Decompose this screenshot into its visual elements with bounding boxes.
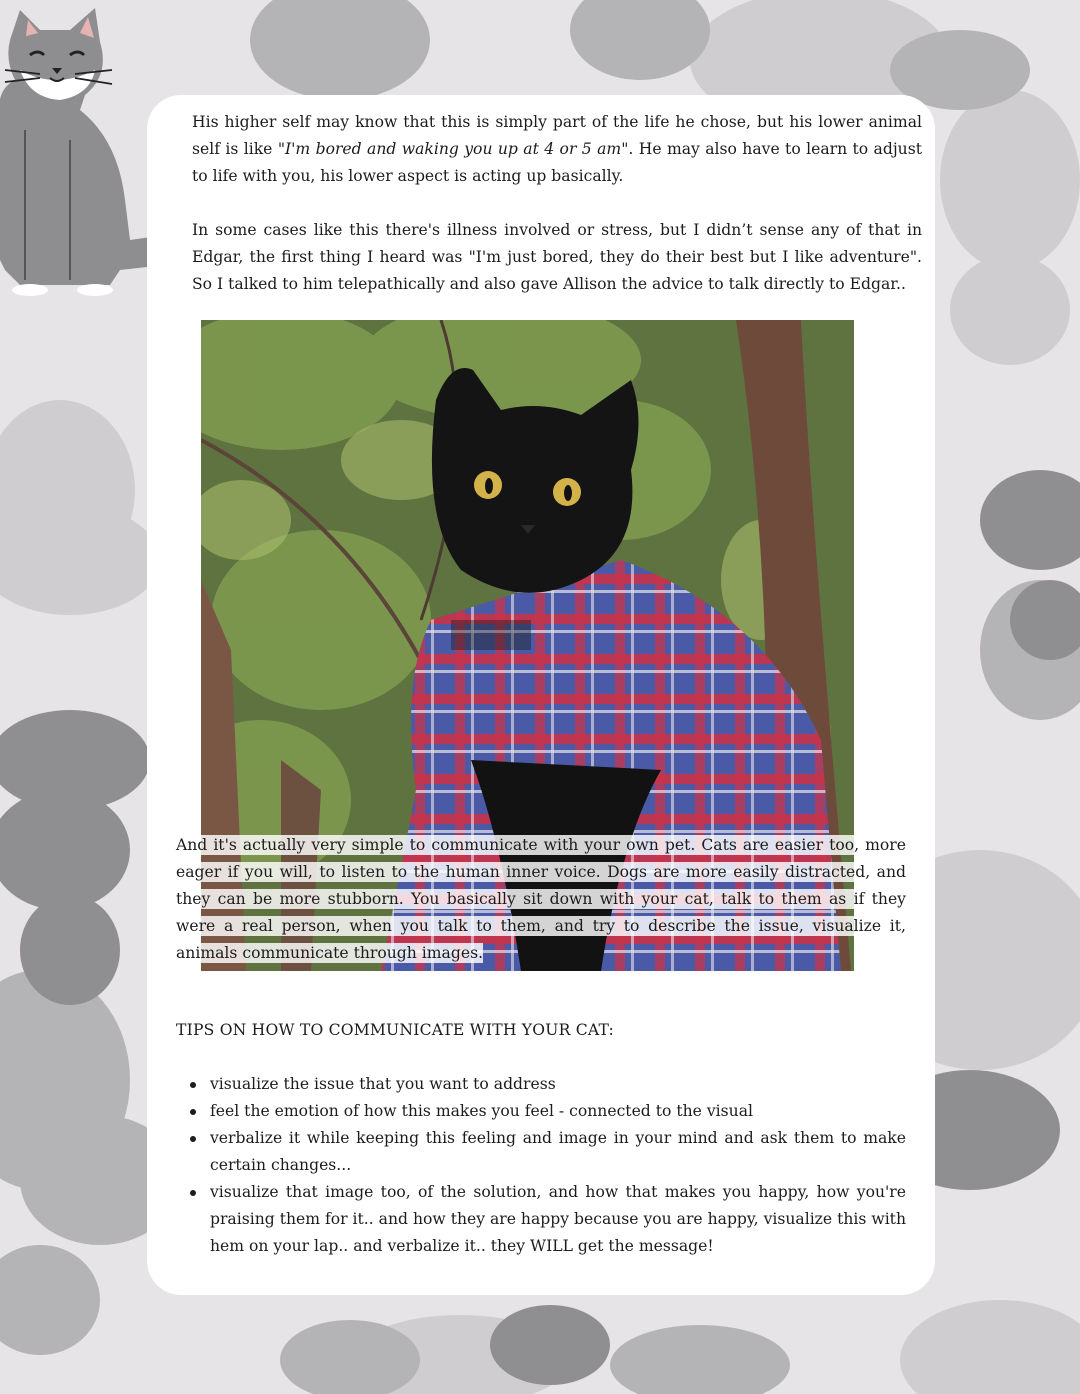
bullet-dot-icon [190, 1190, 196, 1196]
paragraph-edgar: In some cases like this there's illness involved or stress, but I didn’t sense any of that in Edgar, the first thing I heard was "I'm just bored, they do their best but I like adventure". So I talked to him telepathically and also gave Allison the advice to talk directly to Edgar.. [192, 221, 922, 293]
list-item: verbalize it while keeping this feeling and image in your mind and ask them to make certain changes... [210, 1125, 906, 1179]
bullet-dot-icon [190, 1136, 196, 1142]
quote-bored: "I'm bored and waking you up at 4 or 5 am" [277, 140, 629, 158]
list-item: visualize the issue that you want to address [210, 1071, 906, 1098]
list-item: feel the emotion of how this makes you feel - connected to the visual [210, 1098, 906, 1125]
paragraph-communicate: And it's actually very simple to communicate with your own pet. Cats are easier too, more eager if you will, to listen to the human inner voice. Dogs are more easily distracted, and they can be more stubborn. You basically sit down with your cat, talk to them as if they were a real person, when you talk to them, and try to describe the issue, visualize it, animals communicate through images. [176, 836, 906, 962]
cartoon-cat-icon [0, 0, 160, 300]
tips-list [210, 1071, 906, 1260]
tips-heading: TIPS ON HOW TO COMMUNICATE WITH YOUR CAT: [176, 1021, 614, 1039]
paragraph-higher-self: His higher self may know that this is simply part of the life he chose, but his lower animal self is like "I'm bored and waking you up at 4 or 5 am". He may also have to learn to adjust to life with you, his lower aspect is acting up basically. [192, 113, 922, 185]
list-item: visualize that image too, of the solution, and how that makes you happy, how you're praising them for it.. and how they are happy because you are happy, visualize this with hem on your lap.. and verbalize it.. they WILL get the message! [210, 1179, 906, 1260]
bullet-dot-icon [190, 1109, 196, 1115]
bullet-dot-icon [190, 1082, 196, 1088]
